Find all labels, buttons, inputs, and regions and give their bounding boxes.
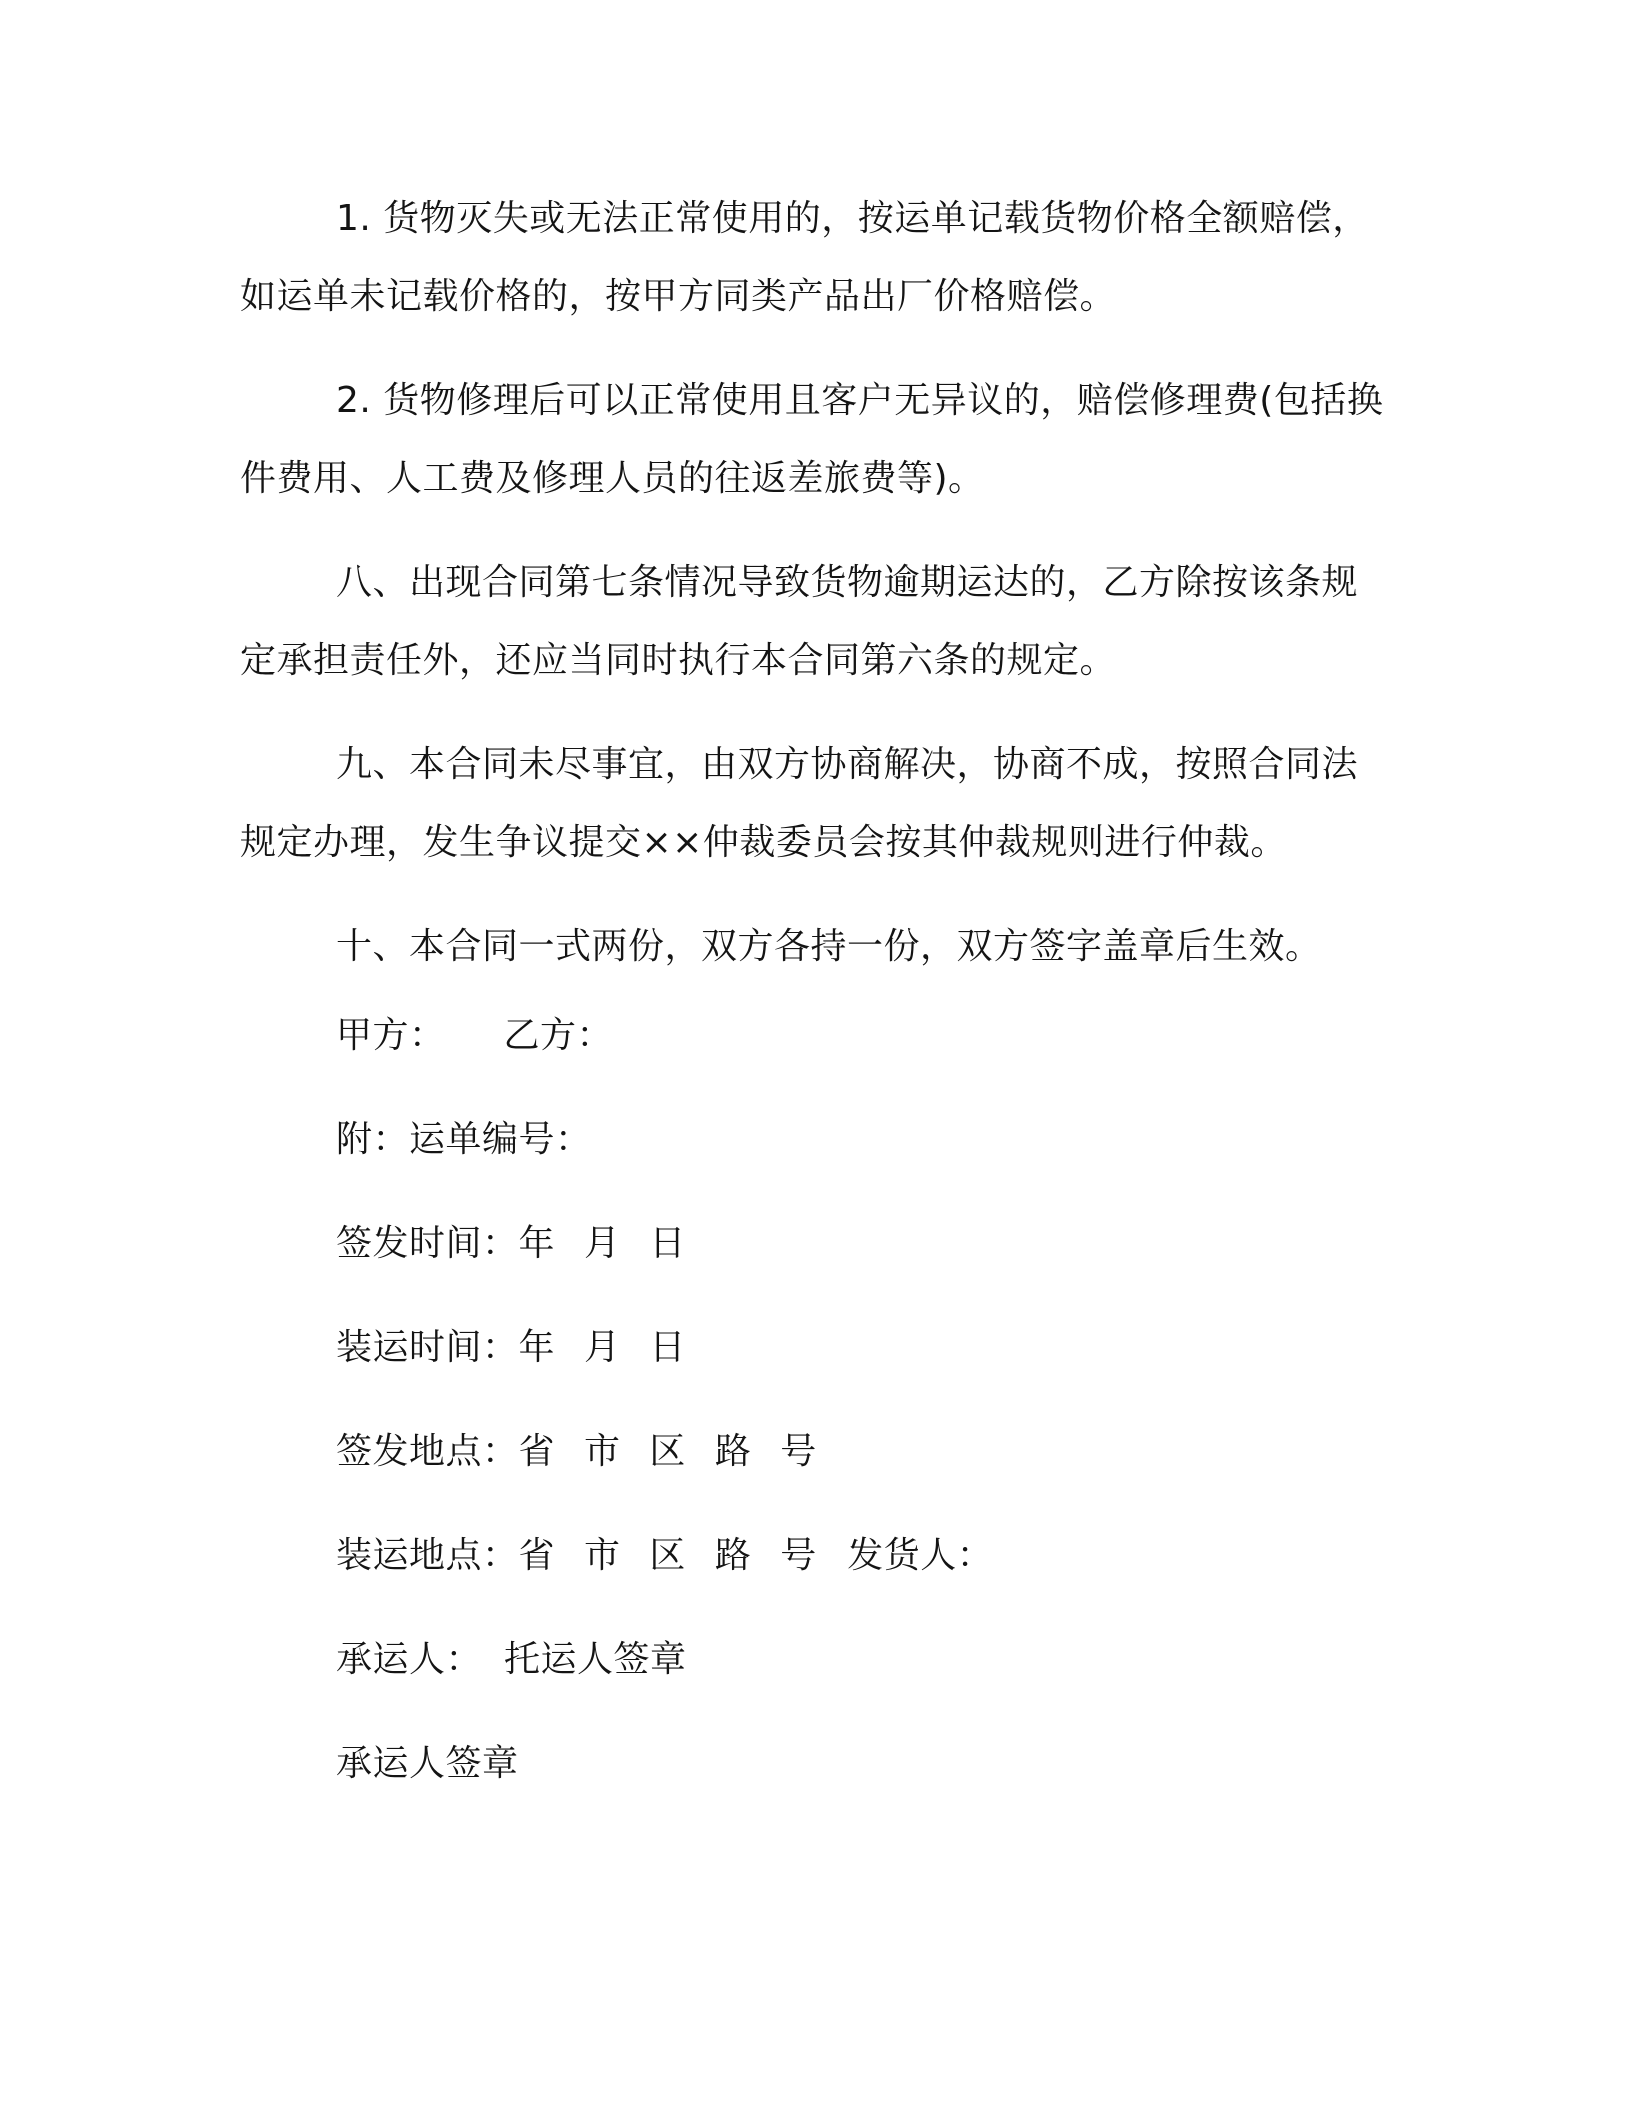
carrier-line [336, 1636, 1388, 1684]
carrier-label: 承运人： [336, 1639, 483, 1680]
issue-date-line [336, 1220, 1388, 1268]
clause-9: 九、本合同未尽事宜，由双方协商解决，协商不成，按照合同法规定办理，发生争议提交××仲裁委员会按其仲裁规则进行仲裁。 [240, 744, 1359, 863]
shipping-place-line [336, 1532, 1388, 1580]
clause-10: 十、本合同一式两份，双方各持一份，双方签字盖章后生效。 [336, 926, 1322, 967]
document-body [240, 180, 1388, 1844]
attachment-line [336, 1116, 1388, 1164]
shipping-date-line [336, 1324, 1388, 1372]
issue-date-label: 签发时间： [336, 1223, 519, 1264]
shipping-date-label: 装运时间： [336, 1327, 519, 1368]
shipper-label: 发货人： [847, 1535, 994, 1576]
issue-place-value: 省 市 区 路 号 [518, 1431, 826, 1472]
party-a-label: 甲方： [336, 1015, 446, 1056]
shipping-place-value: 省 市 区 路 号 [518, 1535, 826, 1576]
clause-7-item-1: 1. 货物灭失或无法正常使用的，按运单记载货物价格全额赔偿，如运单未记载价格的，按甲方同类产品出厂价格赔偿。 [240, 198, 1369, 317]
carrier-signature-line [336, 1740, 1388, 1788]
shipping-date-value: 年 月 日 [518, 1327, 695, 1368]
clause-8: 八、出现合同第七条情况导致货物逾期运达的，乙方除按该条规定承担责任外，还应当同时执行本合同第六条的规定。 [240, 562, 1359, 681]
party-b-label: 乙方： [503, 1015, 614, 1056]
shipping-place-label: 装运地点： [336, 1535, 519, 1576]
issue-place-line [336, 1428, 1388, 1476]
carrier-signature-label: 承运人签章 [336, 1743, 519, 1784]
shipper-signature-label: 托运人签章 [504, 1639, 687, 1680]
issue-place-label: 签发地点： [336, 1431, 519, 1472]
issue-date-value: 年 月 日 [518, 1223, 695, 1264]
clause-7-item-2: 2. 货物修理后可以正常使用且客户无异议的，赔偿修理费(包括换件费用、人工费及修理人员的往返差旅费等)。 [240, 380, 1384, 499]
parties-line [336, 1012, 1388, 1060]
waybill-number-label: 附：运单编号： [336, 1119, 592, 1160]
